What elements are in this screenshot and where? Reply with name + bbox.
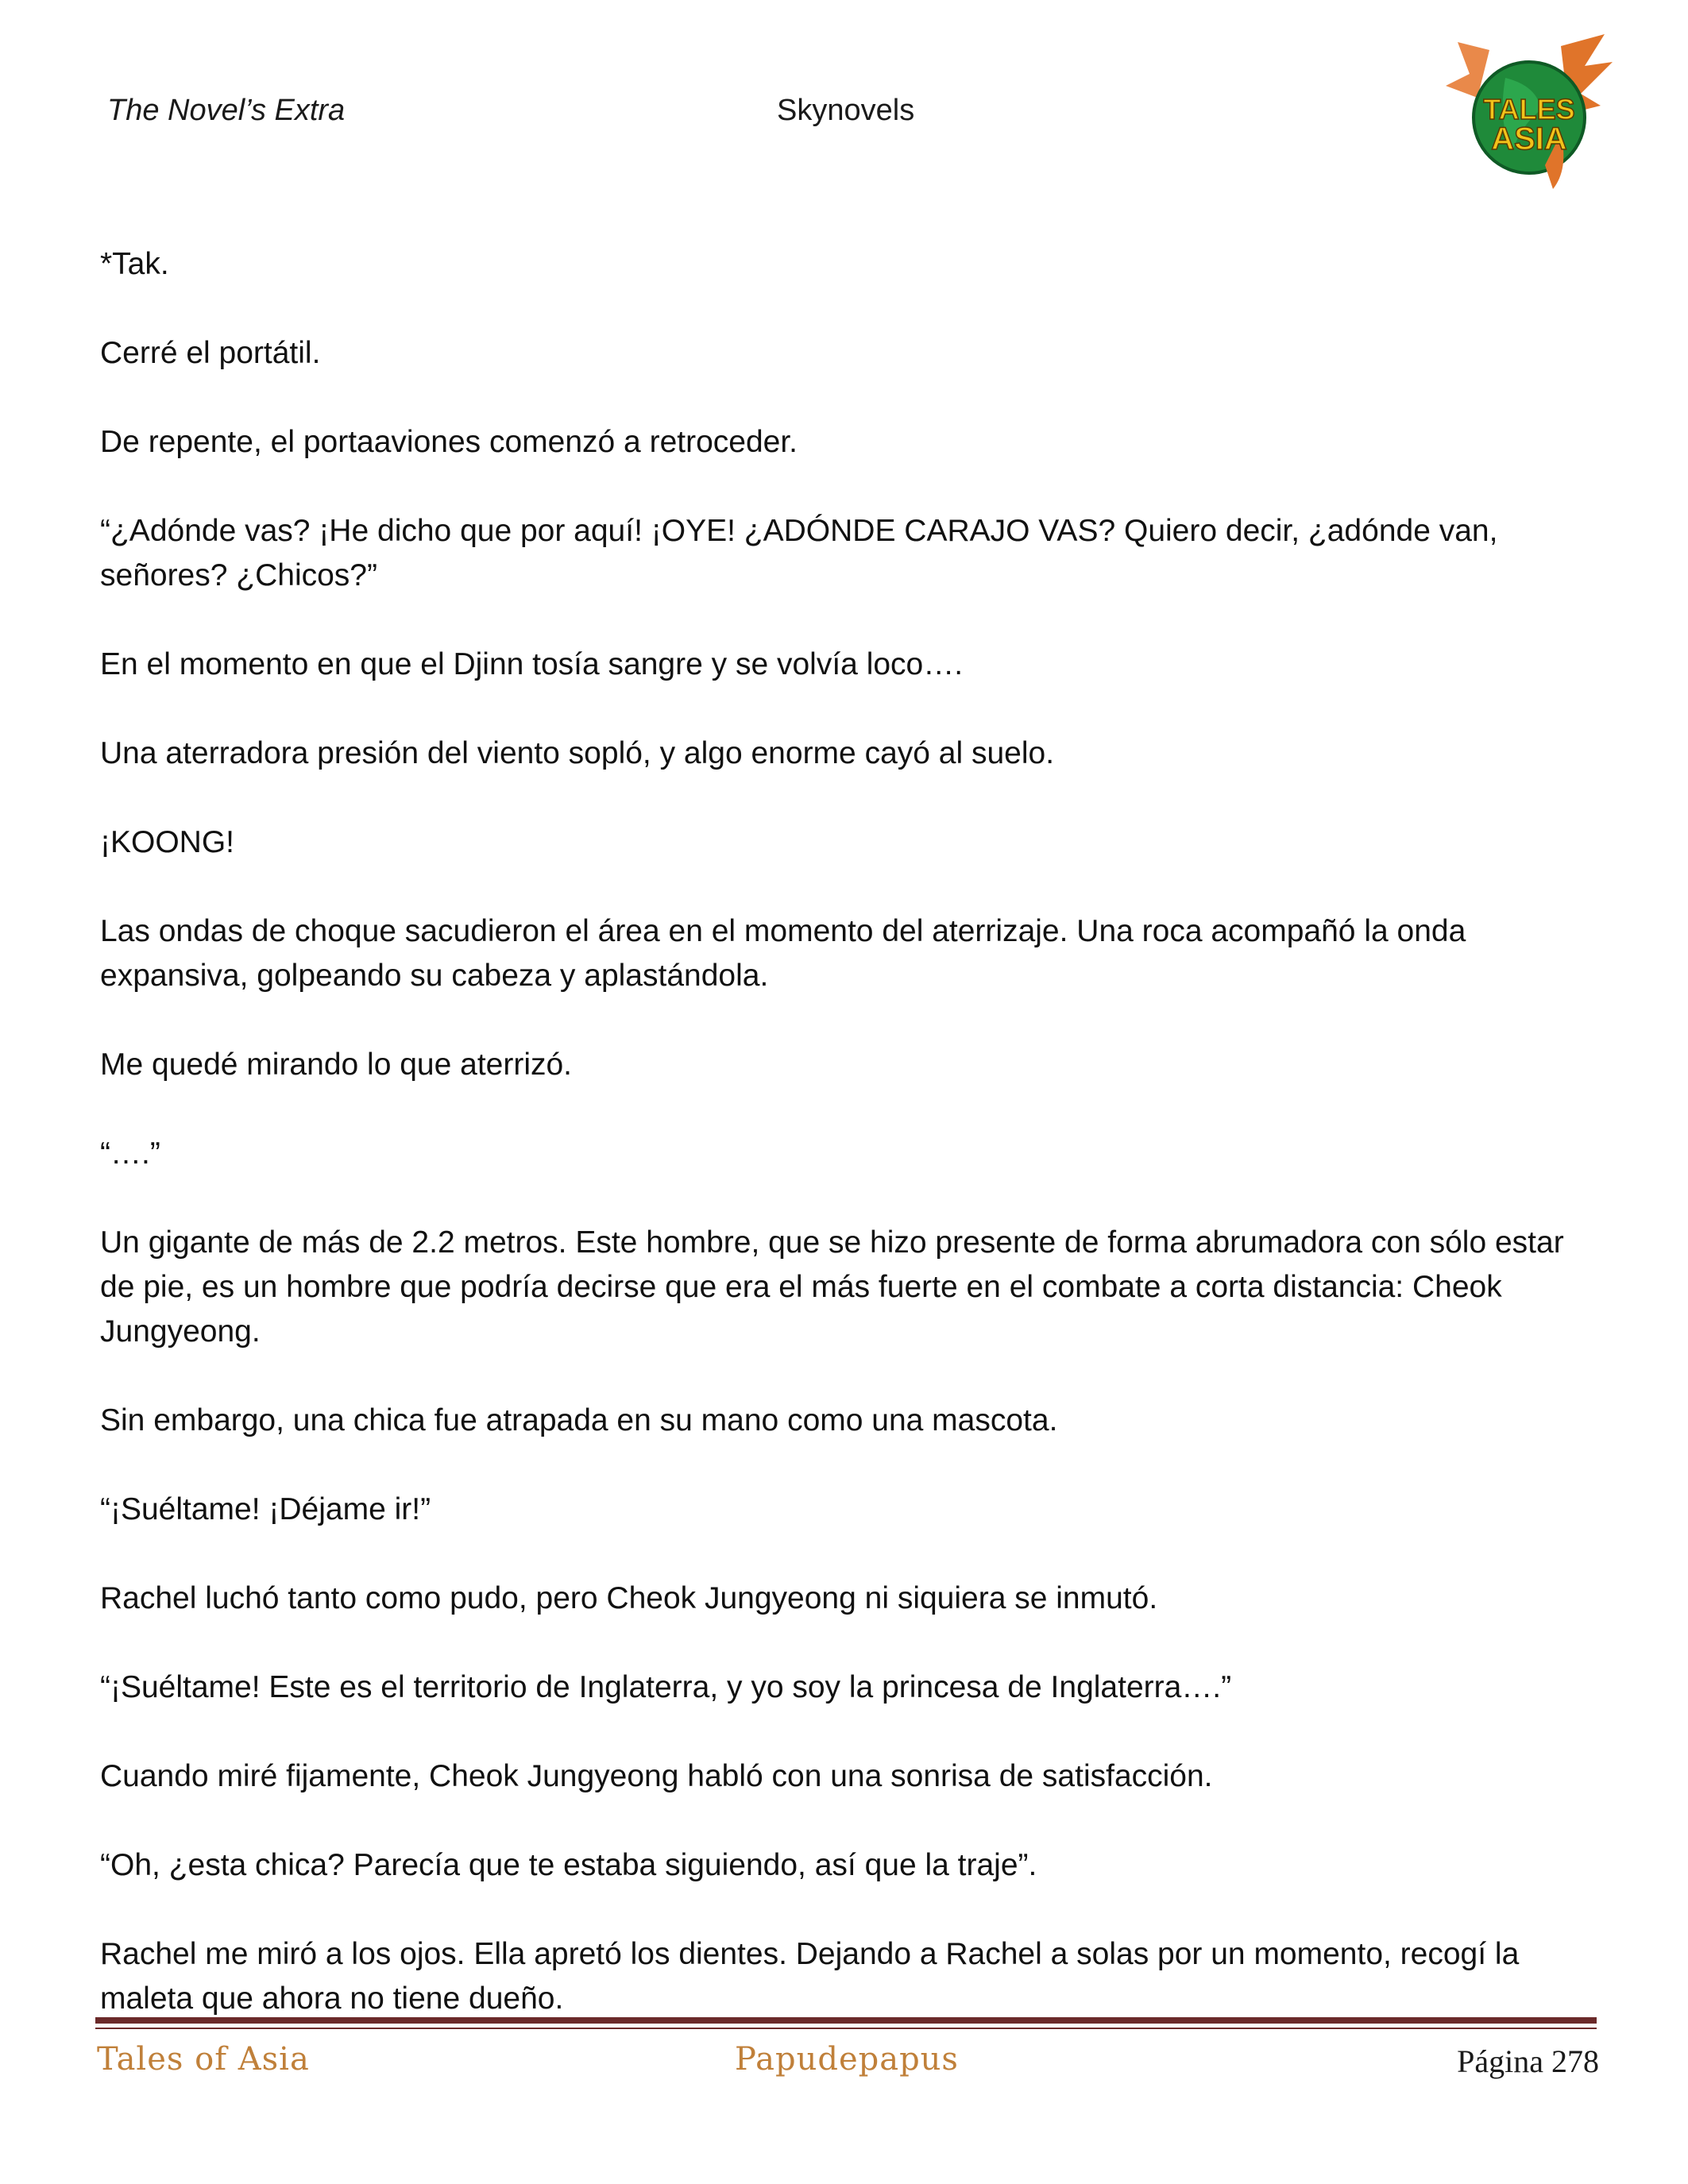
logo-text-asia: ASIA <box>1491 122 1567 156</box>
header-site-name: Skynovels <box>777 94 915 127</box>
paragraph: De repente, el portaaviones comenzó a retroceder. <box>100 425 798 459</box>
paragraph: Un gigante de más de 2.2 metros. Este hombre, que se hizo presente de forma abrumadora con sólo estar de pie, es un hombre que podría decirse que era el más fuerte en el combate a corta distancia: Cheok Jungyeong. <box>100 1225 1564 1349</box>
paragraph: “¿Adónde vas? ¡He dicho que por aquí! ¡OYE! ¿ADÓNDE CARAJO VAS? Quiero decir, ¿adónde van, señores? ¿Chicos?” <box>100 514 1498 592</box>
paragraph: Me quedé mirando lo que aterrizó. <box>100 1048 573 1082</box>
chapter-body <box>100 242 1593 2066</box>
footer-translator: Papudepapus <box>735 2041 959 2078</box>
paragraph: “….” <box>100 1136 160 1171</box>
paragraph: Rachel me miró a los ojos. Ella apretó los dientes. Dejando a Rachel a solas por un momento, recogí la maleta que ahora no tiene dueño. <box>100 1937 1520 2016</box>
footer-rule <box>95 2017 1597 2024</box>
paragraph: ¡KOONG! <box>100 825 235 859</box>
paragraph: “¡Suéltame! ¡Déjame ir!” <box>100 1492 431 1526</box>
footer-group-name: Tales of Asia <box>97 2041 310 2078</box>
paragraph: Sin embargo, una chica fue atrapada en su mano como una mascota. <box>100 1403 1058 1437</box>
paragraph: Cuando miré fijamente, Cheok Jungyeong habló con una sonrisa de satisfacción. <box>100 1759 1213 1793</box>
paragraph: “Oh, ¿esta chica? Parecía que te estaba siguiendo, así que la traje”. <box>100 1848 1037 1882</box>
footer-rule-thin <box>95 2028 1597 2029</box>
paragraph: En el momento en que el Djinn tosía sangre y se volvía loco…. <box>100 647 964 681</box>
paragraph: Rachel luchó tanto como pudo, pero Cheok Jungyeong ni siquiera se inmutó. <box>100 1581 1158 1615</box>
paragraph: Una aterradora presión del viento sopló, y algo enorme cayó al suelo. <box>100 736 1055 770</box>
paragraph: Cerré el portátil. <box>100 336 321 370</box>
header-novel-title: The Novel’s Extra <box>107 94 346 127</box>
paragraph: *Tak. <box>100 247 169 281</box>
tales-of-asia-logo <box>1442 30 1617 197</box>
paragraph: “¡Suéltame! Este es el territorio de Inglaterra, y yo soy la princesa de Inglaterra….” <box>100 1670 1232 1704</box>
paragraph: Las ondas de choque sacudieron el área en el momento del aterrizaje. Una roca acompañó la onda expansiva, golpeando su cabeza y aplastándola. <box>100 914 1466 993</box>
footer-page-number: Página 278 <box>1457 2043 1599 2079</box>
logo-text-tales: TALES <box>1483 93 1575 125</box>
